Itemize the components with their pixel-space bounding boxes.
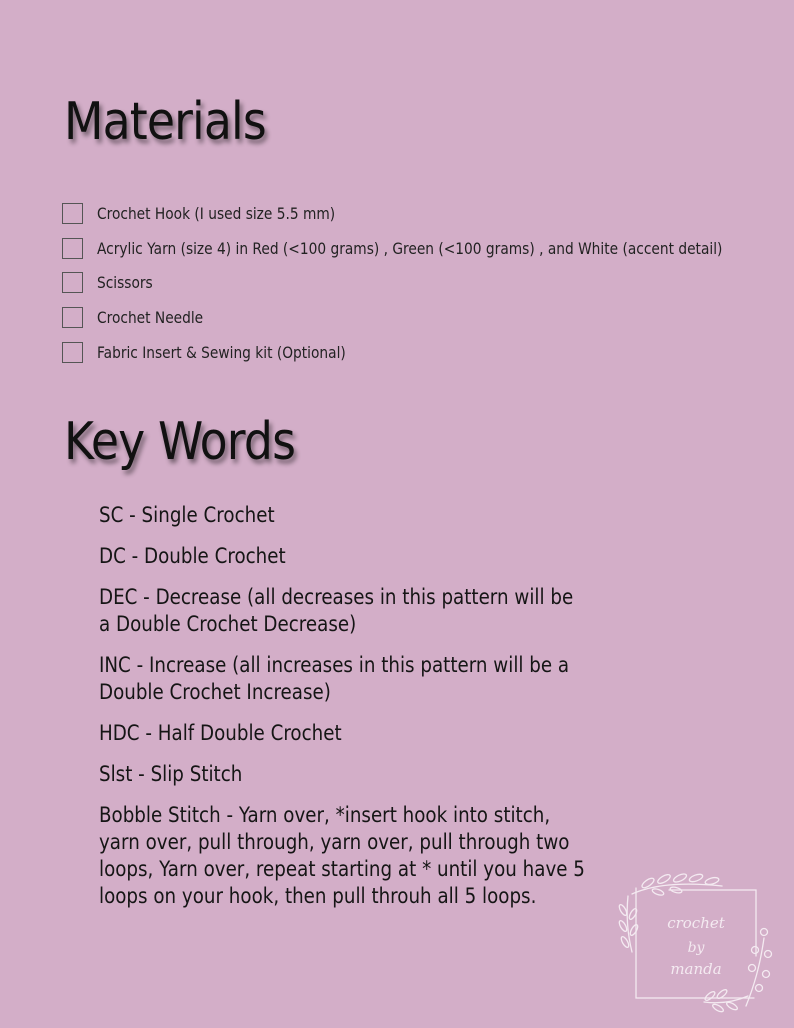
keyword-item-bobble: Bobble Stitch - Yarn over, *insert hook into stitch, yarn over, pull through, yarn over, pull through two loops, Yarn over, repeat starting at * until you have 5 loops on your hook, then pull throuh all 5 loops. bbox=[99, 803, 585, 908]
keywords-heading: Key Words bbox=[64, 412, 296, 472]
material-label: Scissors bbox=[97, 273, 153, 293]
material-label: Fabric Insert & Sewing kit (Optional) bbox=[97, 343, 346, 363]
keyword-item-hdc: HDC - Half Double Crochet bbox=[99, 721, 342, 745]
materials-list bbox=[62, 196, 794, 370]
leaf-frame-icon bbox=[614, 866, 776, 1016]
logo-line-by: by bbox=[687, 940, 705, 956]
keyword-item-inc: INC - Increase (all increases in this pattern will be a Double Crochet Increase) bbox=[99, 653, 570, 704]
material-label: Crochet Hook (I used size 5.5 mm) bbox=[97, 203, 336, 223]
materials-heading: Materials bbox=[64, 92, 266, 152]
keyword-item-dec: DEC - Decrease (all decreases in this pattern will be a Double Crochet Decrease) bbox=[99, 585, 574, 636]
material-checkbox[interactable] bbox=[62, 238, 83, 259]
keyword-item-dc: DC - Double Crochet bbox=[99, 544, 286, 568]
material-checkbox[interactable] bbox=[62, 203, 83, 224]
keywords-list bbox=[99, 502, 659, 924]
logo-line-manda: manda bbox=[670, 960, 722, 978]
logo-line-crochet: crochet bbox=[667, 914, 725, 932]
brand-logo bbox=[614, 866, 776, 1016]
keyword-item-slst: Slst - Slip Stitch bbox=[99, 762, 243, 786]
material-label: Acrylic Yarn (size 4) in Red (<100 grams) , Green (<100 grams) , and White (accent detail) bbox=[97, 238, 723, 258]
material-item bbox=[62, 231, 794, 266]
material-item bbox=[62, 266, 794, 301]
material-label: Crochet Needle bbox=[97, 308, 204, 328]
material-item bbox=[62, 300, 794, 335]
material-checkbox[interactable] bbox=[62, 342, 83, 363]
material-item bbox=[62, 196, 794, 231]
keyword-item-sc: SC - Single Crochet bbox=[99, 503, 275, 527]
material-item bbox=[62, 335, 794, 370]
material-checkbox[interactable] bbox=[62, 307, 83, 328]
material-checkbox[interactable] bbox=[62, 272, 83, 293]
